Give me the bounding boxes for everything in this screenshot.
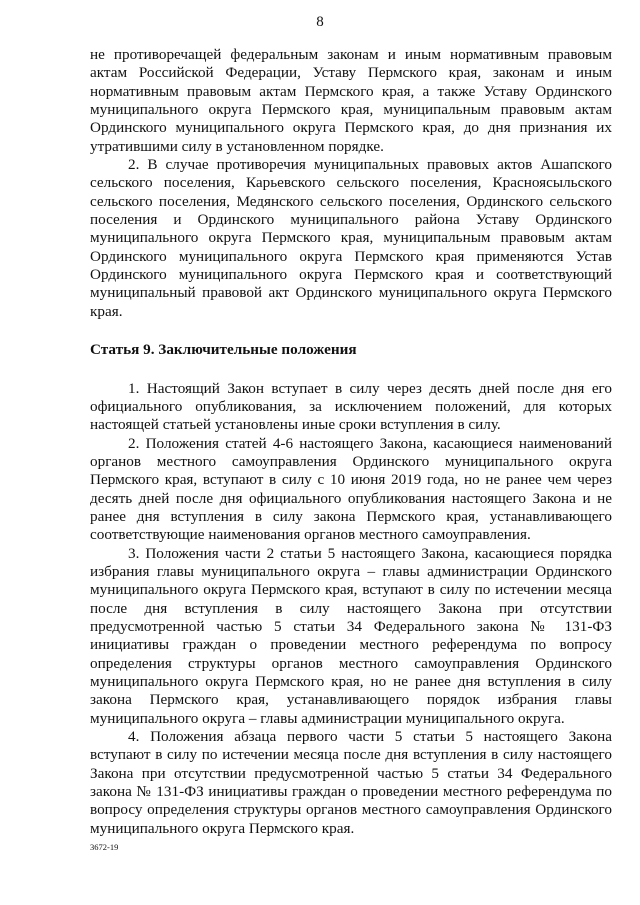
- paragraph-2: 2. В случае противоречия муниципальных правовых актов Ашапского сельского поселения, Карьевского сельского поселения, Красноясыльского сельского поселения, Медянского сельского поселения, Ординского сельского поселения и Ординского муниципального района Уставу Ординского муниципального округа Пермского края, муниципальным правовым актам Ординского муниципального округа Пермского края применяются Устав Ординского муниципального округа Пермского края и соответствующий муниципальный правовой акт Ординского муниципального округа Пермского края.: [90, 156, 612, 320]
- article9-part1: 1. Настоящий Закон вступает в силу через десять дней после дня его официального опубликования, за исключением положений, для которых настоящей статьей установлены иные сроки вступления в силу.: [90, 379, 612, 434]
- article9-part3: 3. Положения части 2 статьи 5 настоящего Закона, касающиеся порядка избрания главы муниципального округа – главы администрации Ординского муниципального округа Пермского края, вступают в силу по истечении месяца после дня вступления в силу настоящего Закона при отсутствии предусмотренной частью 5 статьи 34 Федерального закона № 131-ФЗ инициативы граждан о проведении местного референдума по вопросу определения структуры органов местного самоуправления Ординского муниципального округа Пермского края, но не ранее дня вступления в силу закона Пермского края, устанавливающего порядок избрания главы муниципального округа – главы администрации муниципального округа.: [90, 544, 612, 727]
- article-heading: Статья 9. Заключительные положения: [90, 341, 357, 359]
- document-code: 3672-19: [90, 842, 119, 852]
- article9-part4: 4. Положения абзаца первого части 5 статьи 5 настоящего Закона вступают в силу по истечении месяца после дня вступления в силу настоящего Закона при отсутствии предусмотренной частью 5 статьи 34 Федерального закона № 131-ФЗ инициативы граждан о проведении местного референдума по вопросу определения структуры органов местного самоуправления Ординского муниципального округа Пермского края.: [90, 728, 612, 837]
- article9-part2: 2. Положения статей 4-6 настоящего Закона, касающиеся наименований органов местного самоуправления Ординского муниципального округа Пермского края, вступают в силу с 10 июня 2019 года, но не ранее чем через десять дней после дня официального опубликования настоящего Закона и не ранее дня вступления в силу закона Пермского края, устанавливающего соответствующие наименования органов местного самоуправления.: [90, 434, 612, 544]
- page-number: 8: [316, 14, 324, 30]
- document-body: [90, 46, 612, 838]
- paragraph-continued: не противоречащей федеральным законам и иным нормативным правовым актам Российской Федерации, Уставу Пермского края, законам и иным нормативным правовым актам Пермского края, а также Уставу Ординского муниципального округа Пермского края, муниципальным правовым актам Ординского муниципального округа Пермского края, до дня признания их утратившими силу в установленном порядке.: [90, 46, 612, 155]
